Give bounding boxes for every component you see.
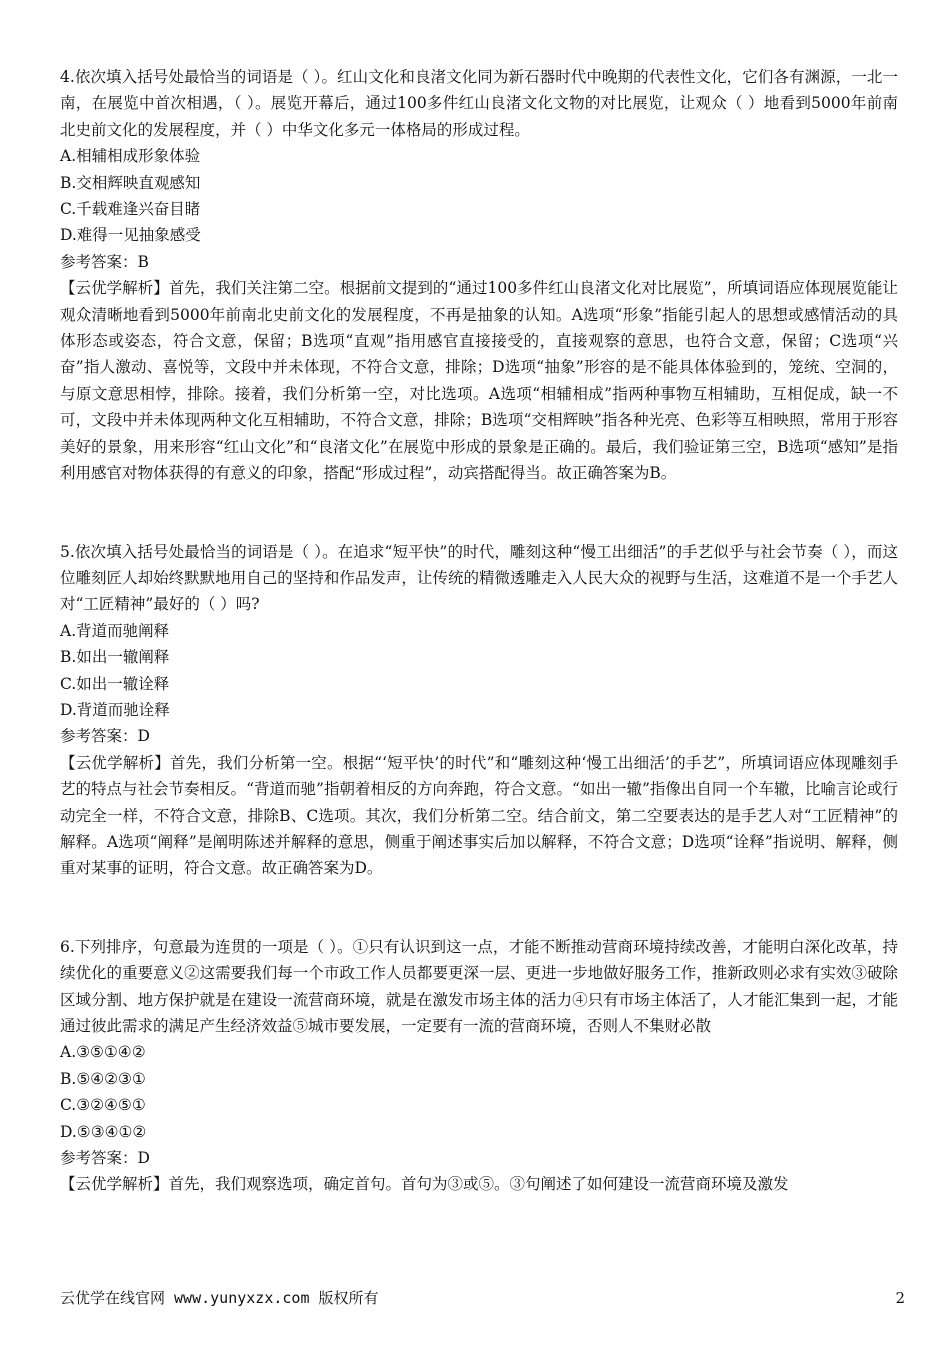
reference-answer: 参考答案：B: [60, 252, 149, 271]
question-stem: 4.依次填入括号处最恰当的词语是（ ）。红山文化和良渚文化同为新石器时代中晚期的代表性文化，它们各有渊源，一北一南，在展览中首次相遇，（ ）。展览开幕后，通过100多件红山良渚文化文物的对比展览，让观众（ ）地看到5000年前南北史前文化的发展程度，并（ ）中华文化多元一体格局的形成过程。: [60, 68, 898, 139]
option-a: A.背道而驰阐释: [60, 621, 170, 640]
option-d: D.⑤③④①②: [60, 1122, 147, 1141]
question-spacer: [60, 882, 898, 934]
footer-copyright: 云优学在线官网 www.yunyxzx.com 版权所有: [60, 1289, 379, 1307]
option-a: A.相辅相成形象体验: [60, 147, 201, 166]
question-stem: 6.下列排序，句意最为连贯的一项是（ ）。①只有认识到这一点，才能不断推动营商环境持续改善，才能明白深化改革，持续优化的重要意义②这需要我们每一个市政工作人员都要更深一层、更进一步地做好服务工作，推新政则必求有实效③破除区域分割、地方保护就是在建设一流营商环境，就是在激发市场主体的活力④只有市场主体活了，人才能汇集到一起，才能通过彼此需求的满足产生经济效益⑤城市要发展，一定要有一流的营商环境，否则人不集财必散: [60, 937, 898, 1035]
option-d: D.背道而驰诠释: [60, 700, 170, 719]
option-d: D.难得一见抽象感受: [60, 226, 201, 245]
answer-analysis: 【云优学解析】首先，我们观察选项，确定首句。首句为③或⑤。③句阐述了如何建设一流营商环境及激发: [60, 1175, 789, 1194]
question-4: [60, 64, 898, 487]
answer-analysis: 【云优学解析】首先，我们分析第一空。根据“‘短平快’的时代”和“雕刻这种‘慢工出细活’的手艺”，所填词语应体现雕刻手艺的特点与社会节奏相反。“背道而驰”指朝着相反的方向奔跑，符合文意。“如出一辙”指像出自同一个车辙，比喻言论或行动完全一样，不符合文意，排除B、C选项。其次，我们分析第二空。结合前文，第二空要表达的是手艺人对“工匠精神”的解释。A选项“阐释”是阐明陈述并解释的意思，侧重于阐述事实后加以解释，不符合文意；D选项“诠释”指说明、解释，侧重对某事的证明，符合文意。故正确答案为D。: [60, 753, 898, 878]
option-c: C.③②④⑤①: [60, 1096, 146, 1115]
option-b: B.如出一辙阐释: [60, 648, 170, 667]
option-c: C.如出一辙诠释: [60, 674, 170, 693]
page-content: [60, 64, 898, 1198]
question-6: [60, 934, 898, 1198]
page-number: 2: [895, 1289, 905, 1307]
option-a: A.③⑤①④②: [60, 1043, 146, 1062]
page-footer: [60, 1286, 905, 1310]
question-stem: 5.依次填入括号处最恰当的词语是（ ）。在追求“短平快”的时代，雕刻这种“慢工出细活”的手艺似乎与社会节奏（ ），而这位雕刻匠人却始终默默地用自己的坚持和作品发声，让传统的精微透雕走入人民大众的视野与生活，这难道不是一个手艺人对“工匠精神”最好的（ ）吗?: [60, 542, 898, 614]
answer-analysis: 【云优学解析】首先，我们关注第二空。根据前文提到的“通过100多件红山良渚文化对比展览”，所填词语应体现展览能让观众清晰地看到5000年前南北史前文化的发展程度，不再是抽象的认知。A选项“形象”指能引起人的思想或感情活动的具体形态或姿态，符合文意，保留；B选项“直观”指用感官直接接受的，直接观察的意思，也符合文意，保留；C选项“兴奋”指人激动、喜悦等，文段中并未体现，不符合文意，排除；D选项“抽象”形容的是不能具体体验到的，笼统、空洞的，与原文意思相悖，排除。接着，我们分析第一空，对比选项。A选项“相辅相成”指两种事物互相辅助，互相促成，缺一不可，文段中并未体现两种文化互相辅助，不符合文意，排除；B选项“交相辉映”指各种光亮、色彩等互相映照，常用于形容美好的景象，用来形容“红山文化”和“良渚文化”在展览中形成的景象是正确的。最后，我们验证第三空，B选项“感知”是指利用感官对物体获得的有意义的印象，搭配“形成过程”，动宾搭配得当。故正确答案为B。: [60, 279, 898, 483]
question-5: [60, 539, 898, 882]
option-c: C.千载难逢兴奋目睹: [60, 200, 201, 219]
question-spacer: [60, 487, 898, 539]
option-b: B.交相辉映直观感知: [60, 173, 201, 192]
reference-answer: 参考答案：D: [60, 727, 150, 746]
option-b: B.⑤④②③①: [60, 1069, 146, 1088]
reference-answer: 参考答案：D: [60, 1149, 150, 1168]
